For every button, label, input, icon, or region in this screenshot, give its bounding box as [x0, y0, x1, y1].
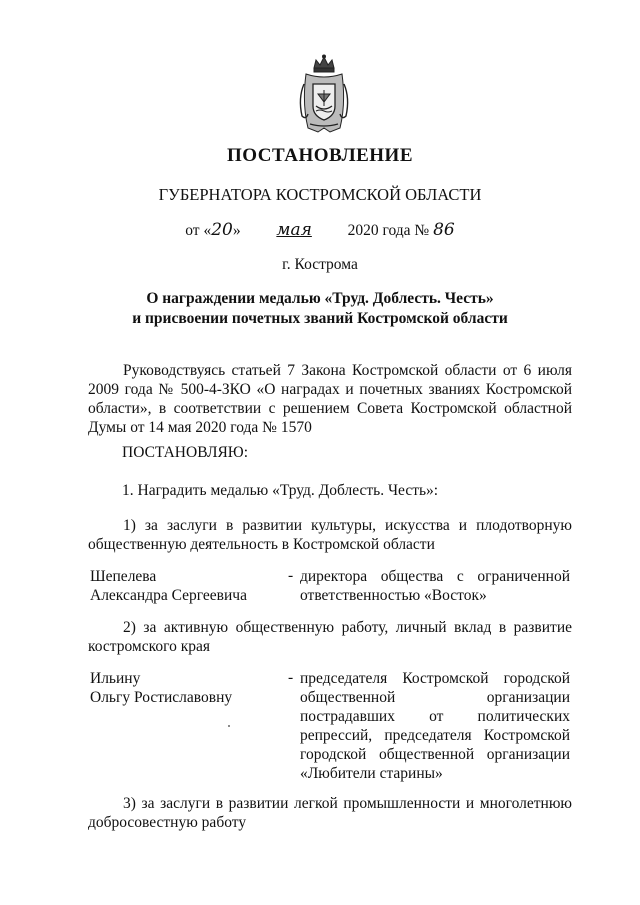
person-2-name: [90, 669, 232, 707]
date-mid: »: [232, 222, 241, 239]
subject-line-1: О награждении медалью «Труд. Доблесть. Честь»: [146, 290, 494, 307]
person-2-position-line-1: председателя Костромской городской: [300, 670, 570, 687]
subitem-3: 3) за заслуги в развитии легкой промышленности и многолетнюю добросовестную работу: [88, 795, 572, 831]
person-1-dash: -: [288, 567, 294, 584]
person-2-position-line-6: «Любители старины»: [300, 765, 443, 782]
person-1-position-line-1: директора общества с ограниченной: [300, 568, 570, 585]
date-month: мая: [276, 220, 312, 240]
document-issuer: ГУБЕРНАТОРА КОСТРОМСКОЙ ОБЛАСТИ: [158, 185, 482, 204]
subitem-1: 1) за заслуги в развитии культуры, искусства и плодотворную общественную деятельность в Костромской области: [88, 517, 572, 553]
preamble-paragraph: Руководствуясь статьей 7 Закона Костромской области от 6 июля 2009 года № 500-4-ЗКО «О наградах и почетных званиях Костромской области», в соответствии с решением Совета Костромской областной Думы от 14 мая 2020 года № 1570: [88, 362, 572, 436]
decree-word: ПОСТАНОВЛЯЮ:: [122, 444, 249, 461]
person-1-given-names: Александра Сергеевича: [90, 587, 247, 604]
document-number: 86: [433, 220, 455, 240]
document-date-line: [0, 220, 640, 240]
person-2-position-line-3: пострадавших от политических: [300, 708, 570, 725]
person-1-name: [90, 567, 247, 605]
document-title: ПОСТАНОВЛЕНИЕ: [226, 145, 414, 166]
item-1: 1. Наградить медалью «Труд. Доблесть. Честь»:: [122, 482, 439, 499]
subject-line-2: и присвоении почетных званий Костромской области: [132, 310, 508, 327]
person-2-position-line-4: репрессий, председателя Костромской: [300, 727, 570, 744]
date-day: 20: [211, 220, 233, 240]
person-2-position-line-2: общественной организации: [300, 689, 570, 706]
person-2-position-line-5: городской общественной организации: [300, 746, 570, 763]
scan-speck: [228, 725, 230, 727]
coat-of-arms-icon: [296, 54, 352, 134]
person-2-surname: Ильину: [90, 670, 141, 687]
date-prefix: от «: [185, 222, 212, 239]
document-city: г. Кострома: [282, 256, 358, 273]
date-year: 2020 года №: [347, 222, 430, 239]
person-1-position-line-2: ответственностью «Восток»: [300, 587, 487, 604]
person-2-dash: -: [288, 669, 294, 686]
person-1-surname: Шепелева: [90, 568, 157, 585]
subitem-2: 2) за активную общественную работу, личный вклад в развитие костромского края: [88, 619, 572, 655]
document-subject: [0, 289, 640, 329]
person-2-given-names: Ольгу Ростиславовну: [90, 689, 233, 706]
